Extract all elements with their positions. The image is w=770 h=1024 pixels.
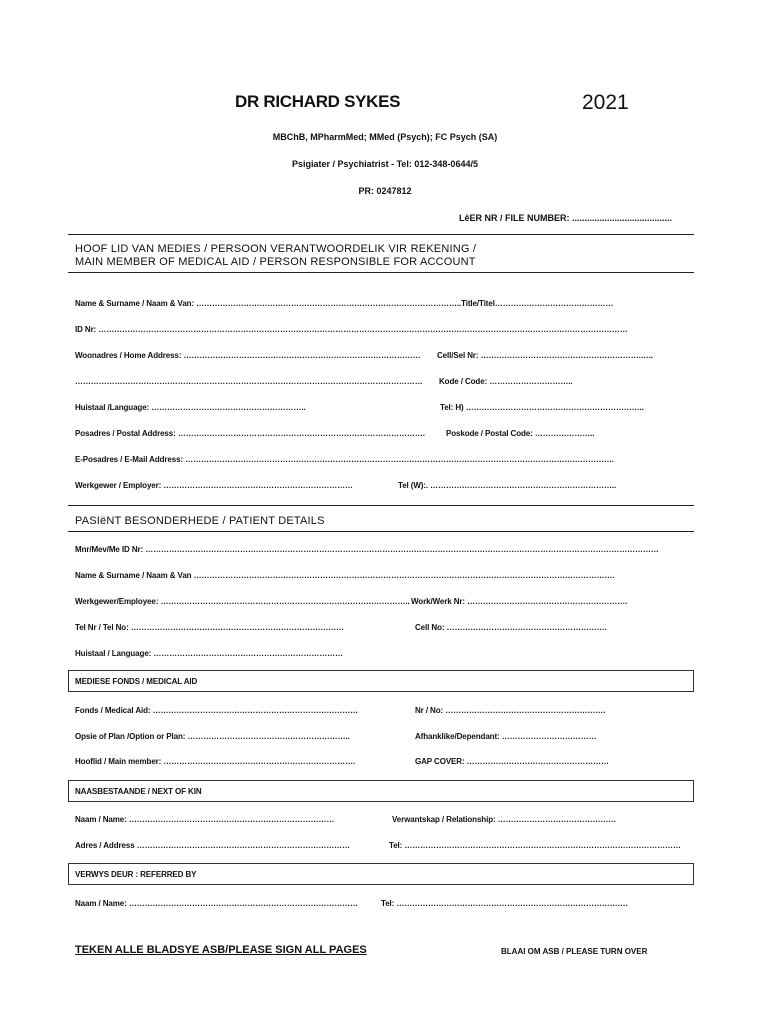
main-employer-field[interactable]: Werkgewer / Employer: ……………………………………………………………… — [75, 481, 353, 490]
form-year: 2021 — [582, 91, 629, 114]
referrer-name-field[interactable]: Naam / Name: …………………………………………………………………………… — [75, 899, 358, 908]
patient-work-nr-field[interactable]: Work/Werk Nr: ……………………………………………………. — [411, 597, 628, 606]
medical-aid-main-member-field[interactable]: Hooflid / Main member: ………………………………………………………………. — [75, 757, 356, 766]
main-member-title-line2: MAIN MEMBER OF MEDICAL AID / PERSON RESPONSIBLE FOR ACCOUNT — [75, 256, 476, 268]
turn-over-note: BLAAI OM ASB / PLEASE TURN OVER — [501, 947, 648, 956]
main-cell-field[interactable]: Cell/Sel Nr: …………………………………………………….….. — [437, 351, 653, 360]
divider — [68, 234, 694, 235]
main-language-field[interactable]: Huistaal /Language: ………………………………………………….. — [75, 403, 306, 412]
referrer-tel-field[interactable]: Tel: ……………………………………………………………………………. — [381, 899, 628, 908]
doctor-name: DR RICHARD SYKES — [235, 92, 401, 111]
medical-aid-number-field[interactable]: Nr / No: ……………………………………………………. — [415, 706, 606, 715]
profession-tel: Psigiater / Psychiatrist - Tel: 012-348-0644/5 — [292, 159, 478, 169]
main-postal-code-field[interactable]: Poskode / Postal Code: ………………….. — [446, 429, 595, 438]
main-member-title-line1: HOOF LID VAN MEDIES / PERSOON VERANTWOORDELIK VIR REKENING / — [75, 243, 477, 255]
kin-address-field[interactable]: Adres / Address ……………………………………………………………………… — [75, 841, 350, 850]
medical-aid-plan-field[interactable]: Opsie of Plan /Option or Plan: …………………………………………………….. — [75, 732, 350, 741]
patient-id-field[interactable]: Mnr/Mev/Me ID Nr: …………………………………………………………………………………………………………………………………………………………………………… — [75, 545, 659, 554]
main-id-field[interactable]: ID Nr: ………………………………………………………………………………………………………………………………………………………………………………… — [75, 325, 628, 334]
patient-tel-field[interactable]: Tel Nr / Tel No: ……………………………………………………………………… — [75, 623, 345, 632]
patient-employee-field[interactable]: Werkgewer/Employee: ………………………………………………………………………………….. — [75, 597, 410, 606]
main-code-field[interactable]: Kode / Code: ………………………….. — [439, 377, 573, 386]
gap-cover-field[interactable]: GAP COVER: ……………………………………………… — [415, 757, 609, 766]
referred-by-title: VERWYS DEUR : REFERRED BY — [75, 870, 197, 879]
kin-tel-field[interactable]: Tel: …………………………………………………………………………………………… — [389, 841, 681, 850]
qualifications: MBChB, MPharmMed; MMed (Psych); FC Psych (SA) — [272, 132, 498, 142]
main-address-continued-field[interactable]: …………………………………………………………………………………………………………………… — [75, 377, 423, 386]
medical-aid-fund-field[interactable]: Fonds / Medical Aid: …………………………………………………………………… — [75, 706, 359, 715]
patient-language-field[interactable]: Huistaal / Language: ……………………………………………………………… — [75, 649, 343, 658]
main-email-field[interactable]: E-Posadres / E-Mail Address: ………………………………………………………………………………………………………………………………………………. — [75, 455, 614, 464]
sign-all-pages-note: TEKEN ALLE BLADSYE ASB/PLEASE SIGN ALL PAGES — [75, 944, 367, 956]
divider — [68, 272, 694, 273]
main-home-address-field[interactable]: Woonadres / Home Address: ……………………………………………………………………………… — [75, 351, 421, 360]
medical-aid-dependant-field[interactable]: Afhanklike/Dependant: ……………………………… — [415, 732, 597, 741]
file-number-field[interactable]: LêER NR / FILE NUMBER: ........................................ — [459, 213, 673, 223]
kin-name-field[interactable]: Naam / Name: …………………………………………………………………… — [75, 815, 335, 824]
main-tel-work-field[interactable]: Tel (W):. …………………………………………………………….. — [398, 481, 617, 490]
main-postal-address-field[interactable]: Posadres / Postal Address: …………………………………………………………………………………. — [75, 429, 425, 438]
kin-relationship-field[interactable]: Verwantskap / Relationship: ……………………………………… — [392, 815, 617, 824]
patient-cell-field[interactable]: Cell No: ……………………………………………………. — [415, 623, 607, 632]
main-name-field[interactable]: Name & Surname / Naam & Van: ………………………………………………………………………………………..Title/Titel……………………………………… — [75, 299, 614, 308]
divider — [68, 505, 694, 506]
patient-details-title: PASIëNT BESONDERHEDE / PATIENT DETAILS — [75, 515, 325, 527]
pr-number: PR: 0247812 — [358, 186, 412, 196]
divider — [68, 531, 694, 532]
next-of-kin-title: NAASBESTAANDE / NEXT OF KIN — [75, 787, 202, 796]
main-tel-home-field[interactable]: Tel: H) ………………………………………………………….. — [440, 403, 644, 412]
patient-name-field[interactable]: Name & Surname / Naam & Van ……………………………………………………………………………………………………………………………………………. — [75, 571, 615, 580]
medical-aid-title: MEDIESE FONDS / MEDICAL AID — [75, 677, 198, 686]
